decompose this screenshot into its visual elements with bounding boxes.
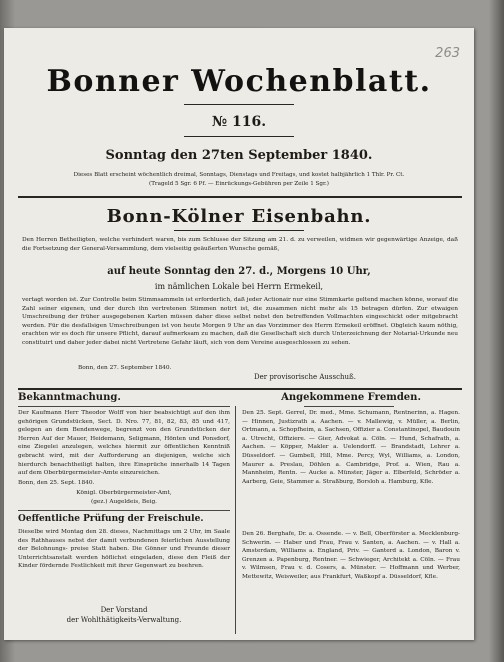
issue-number: № 116. <box>211 114 267 130</box>
meeting-venue: im nämlichen Lokale bei Herrn Ermekeil, <box>154 282 324 291</box>
subscription-info <box>26 171 452 189</box>
issue-rule <box>184 136 294 137</box>
notice-heading-rule <box>18 406 230 407</box>
arrivals-heading: Angekommene Fremden. <box>281 392 421 403</box>
notice-office: Königl. Oberbürgermeister-Amt, <box>76 490 172 496</box>
intro-paragraph: Den Herren Betheiligten, welche verhindert waren, bis zum Schlusse der Sitzung am 21. d. zu verweilen, widmen wir gegenwärtige Anzeige, daß die Fortsetzung der General-Versammlung, dem vielseitig geäußerten Wunsche gemäß, <box>22 237 458 252</box>
arrivals-sept-26: Den 26. Berghafe, Dr. a. Ossende. — v. Bell, Oberförster a. Mecklenburg-Schwerin. — Haber und Frau, Frau v. Santen, a. Aachen. — v. Hall a. Amsterdam, Williams a. England, Priv. — Ganterd a. London, Baron v. Grenzen a. Papenburg, Rentner. — Schwieger, Architekt a. Cöln. — Frau v. Wilmsen, Frau v. d. Cosers, a. Münster. — Hoffmann und Werber, Mettewitz, Weisweiler, aus Frankfurt, Waßkopf a. Düsseldorf, Kfle. <box>242 531 460 580</box>
school-exam-text: Dieselbe wird Montag den 28. dieses, Nachmittags um 2 Uhr, im Saale des Rathhauses nebst der damit verbundenen feierlichen Ausstellung der Belohnungs- preise Statt haben. Die Gönner und Freunde dieser Unterrichtsanstalt werden höflichst eingeladen, diese den Fleiß der Kinder fördernde Festlichkeit mit ihrer Gegenwart zu beehren. <box>18 529 230 570</box>
board-signature-2: der Wohlthätigkeits-Verwaltung. <box>66 616 182 624</box>
meeting-details: vertagt worden ist. Zur Controlle beim Stimmsammeln ist erforderlich, daß jeder Actionair nur eine Stimmkarte geltend machen könne, worauf die Zahl seiner eigenen, und der durch ihn vertretenen Stimmen notirt ist, die zusammen nicht mehr als 15 betragen dürfen. Zur etwaigen Umschreibung der früher ausgegebenen Karten müssen daher diese selbst nebst den betreffenden Vollmachten eingeschickt oder mitgebracht werden. Für die desfallsigen Umschreibungen ist von heute Morgen 9 Uhr an das Vorzimmer des Herrn Ermekeil eröffnet. Obgleich kaum nöthig, erachten wir es doch für unsere Pflicht, darauf aufmerksam zu machen, daß die Gesellschaft sich durch Unterzeichnung der Notarial-Urkunde neu constituirt und daher jeder dabei nicht Vertretene Gefahr läuft, sich von dem Vereine ausgeschlossen zu sehen. <box>22 297 458 346</box>
header-rule <box>18 196 462 198</box>
notice-office-signature: (gez.) Augeldeis, Beig. <box>90 499 158 505</box>
subscription-line-2: (Trageld 5 Sgr. 6 Pf. — Einrückungs-Gebühren per Zeile 1 Sgr.) <box>149 181 329 187</box>
meeting-time: auf heute Sonntag den 27. d., Morgens 10 Uhr, <box>107 266 371 277</box>
pencil-page-number: 263 <box>435 46 460 61</box>
arrivals-sept-25: Den 25. Sept. Gerrel, Dr. med., Mme. Schumann, Rentnerinn, a. Hagen. — Hinnen, Justizrath a. Aachen. — v. Mallewig, v. Müller, a. Berlin, Ortmann, a. Schopfheim, a. Sachsen, Offizier a. Constantinopel, Baudouin a. Utrecht, Offiziere. — Gier, Advokat a. Cöln. — Hund, Schafrath, a. Aachen. — Köpper, Makler a. Uelendorff. — Brandstadt, Lehrer a. Düsseldorf. — Gumbell, Hill, Mme. Percy, Wyl, Williams, a. London, Maurer a. Preslau, Döhlen a. Cambridge, Prof. a. Wien, Rau a. Mannheim, Rentn. — Aucke a. Münster, Jäger a. Elberfeld, Schröder a. Aarberg, Geie, Stammer a. Straßburg, Borsloh a. Hamburg, Kfle. <box>242 410 461 485</box>
school-exam-heading: Oeffentliche Prüfung der Freischule. <box>18 514 204 524</box>
issue-date: Sonntag den 27ten September 1840. <box>105 148 373 163</box>
notice-end-rule <box>18 510 230 511</box>
notice-text: Der Kaufmann Herr Theodor Wolff von hier beabsichtigt auf den ihm gehörigen Grundstücken, Sect. D. Nro. 77, 81, 82, 83, 85 und 417, gelegen an dem Bendenwege, begrenzt von den Grundstücken der Herren Auf der Mauer, Heidemann, Seligmann, Hönten und Ponsdorf, eine Ziegelei anzulegen, welches hiermit zur öffentlichen Kenntniß gebracht wird, mit der Aufforderung an diejenigen, welche sich hierdurch benachtheiligt halten, ihre Einsprüche innerhalb 14 Tagen auf dem Oberbürgermeister-Amte einzureichen. <box>18 410 230 477</box>
notice-heading: Bekanntmachung. <box>18 392 121 403</box>
masthead-rule <box>184 104 294 105</box>
committee-signature: Der provisorische Ausschuß. <box>254 373 356 381</box>
column-divider <box>235 406 236 634</box>
newspaper-page <box>4 28 474 640</box>
arrivals-heading-rule <box>304 406 394 407</box>
railway-headline: Bonn-Kölner Eisenbahn. <box>106 206 372 227</box>
board-signature-1: Der Vorstand <box>100 606 148 614</box>
dateline: Bonn, den 27. September 1840. <box>78 365 172 371</box>
section-rule <box>18 388 462 390</box>
subscription-line-1: Dieses Blatt erscheint wöchentlich dreimal, Sonntags, Dienstags und Freitags, und kostet halbjährlich 1 Thlr. Pr. Ct. <box>73 172 405 178</box>
masthead-title: Bonner Wochenblatt. <box>46 64 432 99</box>
notice-date: Bonn, den 25. Sept. 1840. <box>18 480 95 486</box>
headline-rule <box>174 230 304 231</box>
